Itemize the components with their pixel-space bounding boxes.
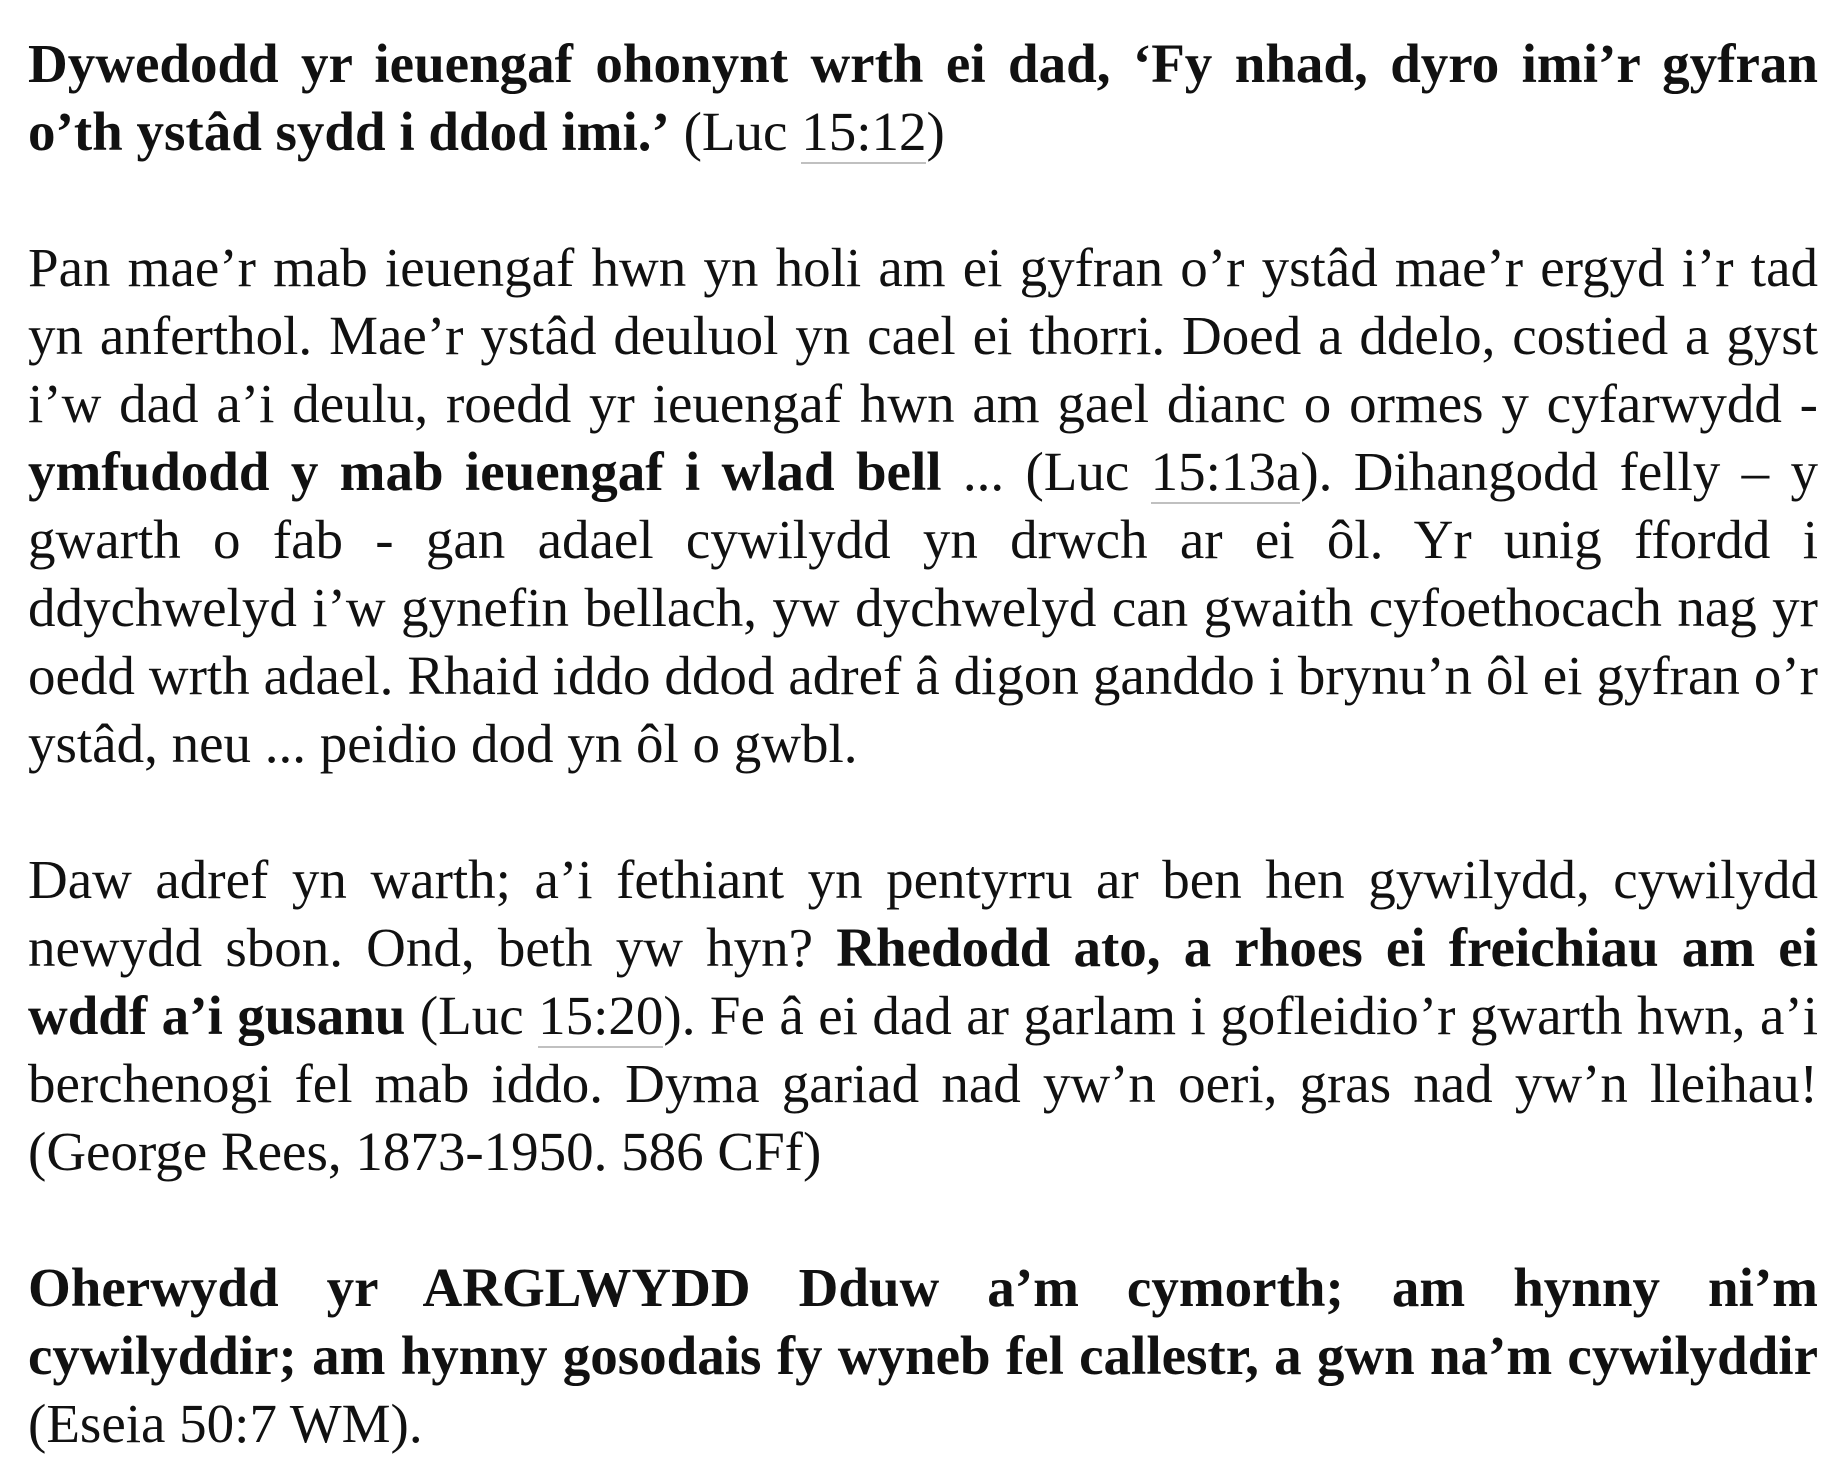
paragraph-2 bbox=[28, 234, 1818, 778]
body-text: (Luc bbox=[405, 985, 539, 1046]
paragraph-4 bbox=[28, 1254, 1818, 1458]
body-text: ... (Luc bbox=[941, 441, 1151, 502]
scripture-reference-link[interactable]: 15:20 bbox=[538, 985, 664, 1046]
scripture-quote: ymfudodd y mab ieuengaf i wlad bell bbox=[28, 441, 942, 502]
document-body bbox=[28, 30, 1818, 1458]
body-text: Daw adref yn warth; a’i fethiant yn pentyrru ar ben hen gywilydd, cywilydd newydd sbon. Ond, beth yw hyn? bbox=[28, 849, 1818, 978]
scripture-reference-link[interactable]: 15:13a bbox=[1150, 441, 1301, 502]
paragraph-1 bbox=[28, 30, 1818, 166]
scripture-quote: Dywedodd yr ieuengaf ohonynt wrth ei dad, ‘Fy nhad, dyro imi’r gyfran o’th ystâd sydd i ddod imi.’ bbox=[28, 33, 1818, 162]
citation-text: (Eseia 50:7 WM). bbox=[28, 1393, 423, 1454]
scripture-quote: Rhedodd ato, a rhoes ei freichiau am ei wddf a’i gusanu bbox=[28, 917, 1818, 1046]
paragraph-3 bbox=[28, 846, 1818, 1186]
body-text: ). Dihangodd felly – y gwarth o fab - gan adael cywilydd yn drwch ar ei ôl. Yr unig ffordd i ddychwelyd i’w gynefin bellach, yw dychwelyd can gwaith cyfoethocach nag yr oedd wrth adael. Rhaid iddo ddod adref â digon ganddo i brynu’n ôl ei gyfran o’r ystâd, neu ... peidio dod yn ôl o gwbl. bbox=[28, 441, 1819, 774]
body-text: Pan mae’r mab ieuengaf hwn yn holi am ei gyfran o’r ystâd mae’r ergyd i’r tad yn anferthol. Mae’r ystâd deuluol yn cael ei thorri. Doed a ddelo, costied a gyst i’w dad a’i deulu, roedd yr ieuengaf hwn am gael dianc o ormes y cyfarwydd - bbox=[28, 237, 1818, 434]
scripture-quote: Oherwydd yr ARGLWYDD Dduw a’m cymorth; am hynny ni’m cywilyddir; am hynny gosodais fy wyneb fel callestr, a gwn na’m cywilyddir bbox=[28, 1257, 1818, 1386]
scripture-reference-link[interactable]: 15:12 bbox=[801, 101, 927, 162]
citation-text: ) bbox=[926, 101, 945, 162]
body-text: ). Fe â ei dad ar garlam i gofleidio’r gwarth hwn, a’i berchenogi fel mab iddo. Dyma gariad nad yw’n oeri, gras nad yw’n lleihau! (George Rees, 1873-1950. 586 CFf) bbox=[28, 985, 1818, 1182]
citation-text: (Luc bbox=[669, 101, 802, 162]
